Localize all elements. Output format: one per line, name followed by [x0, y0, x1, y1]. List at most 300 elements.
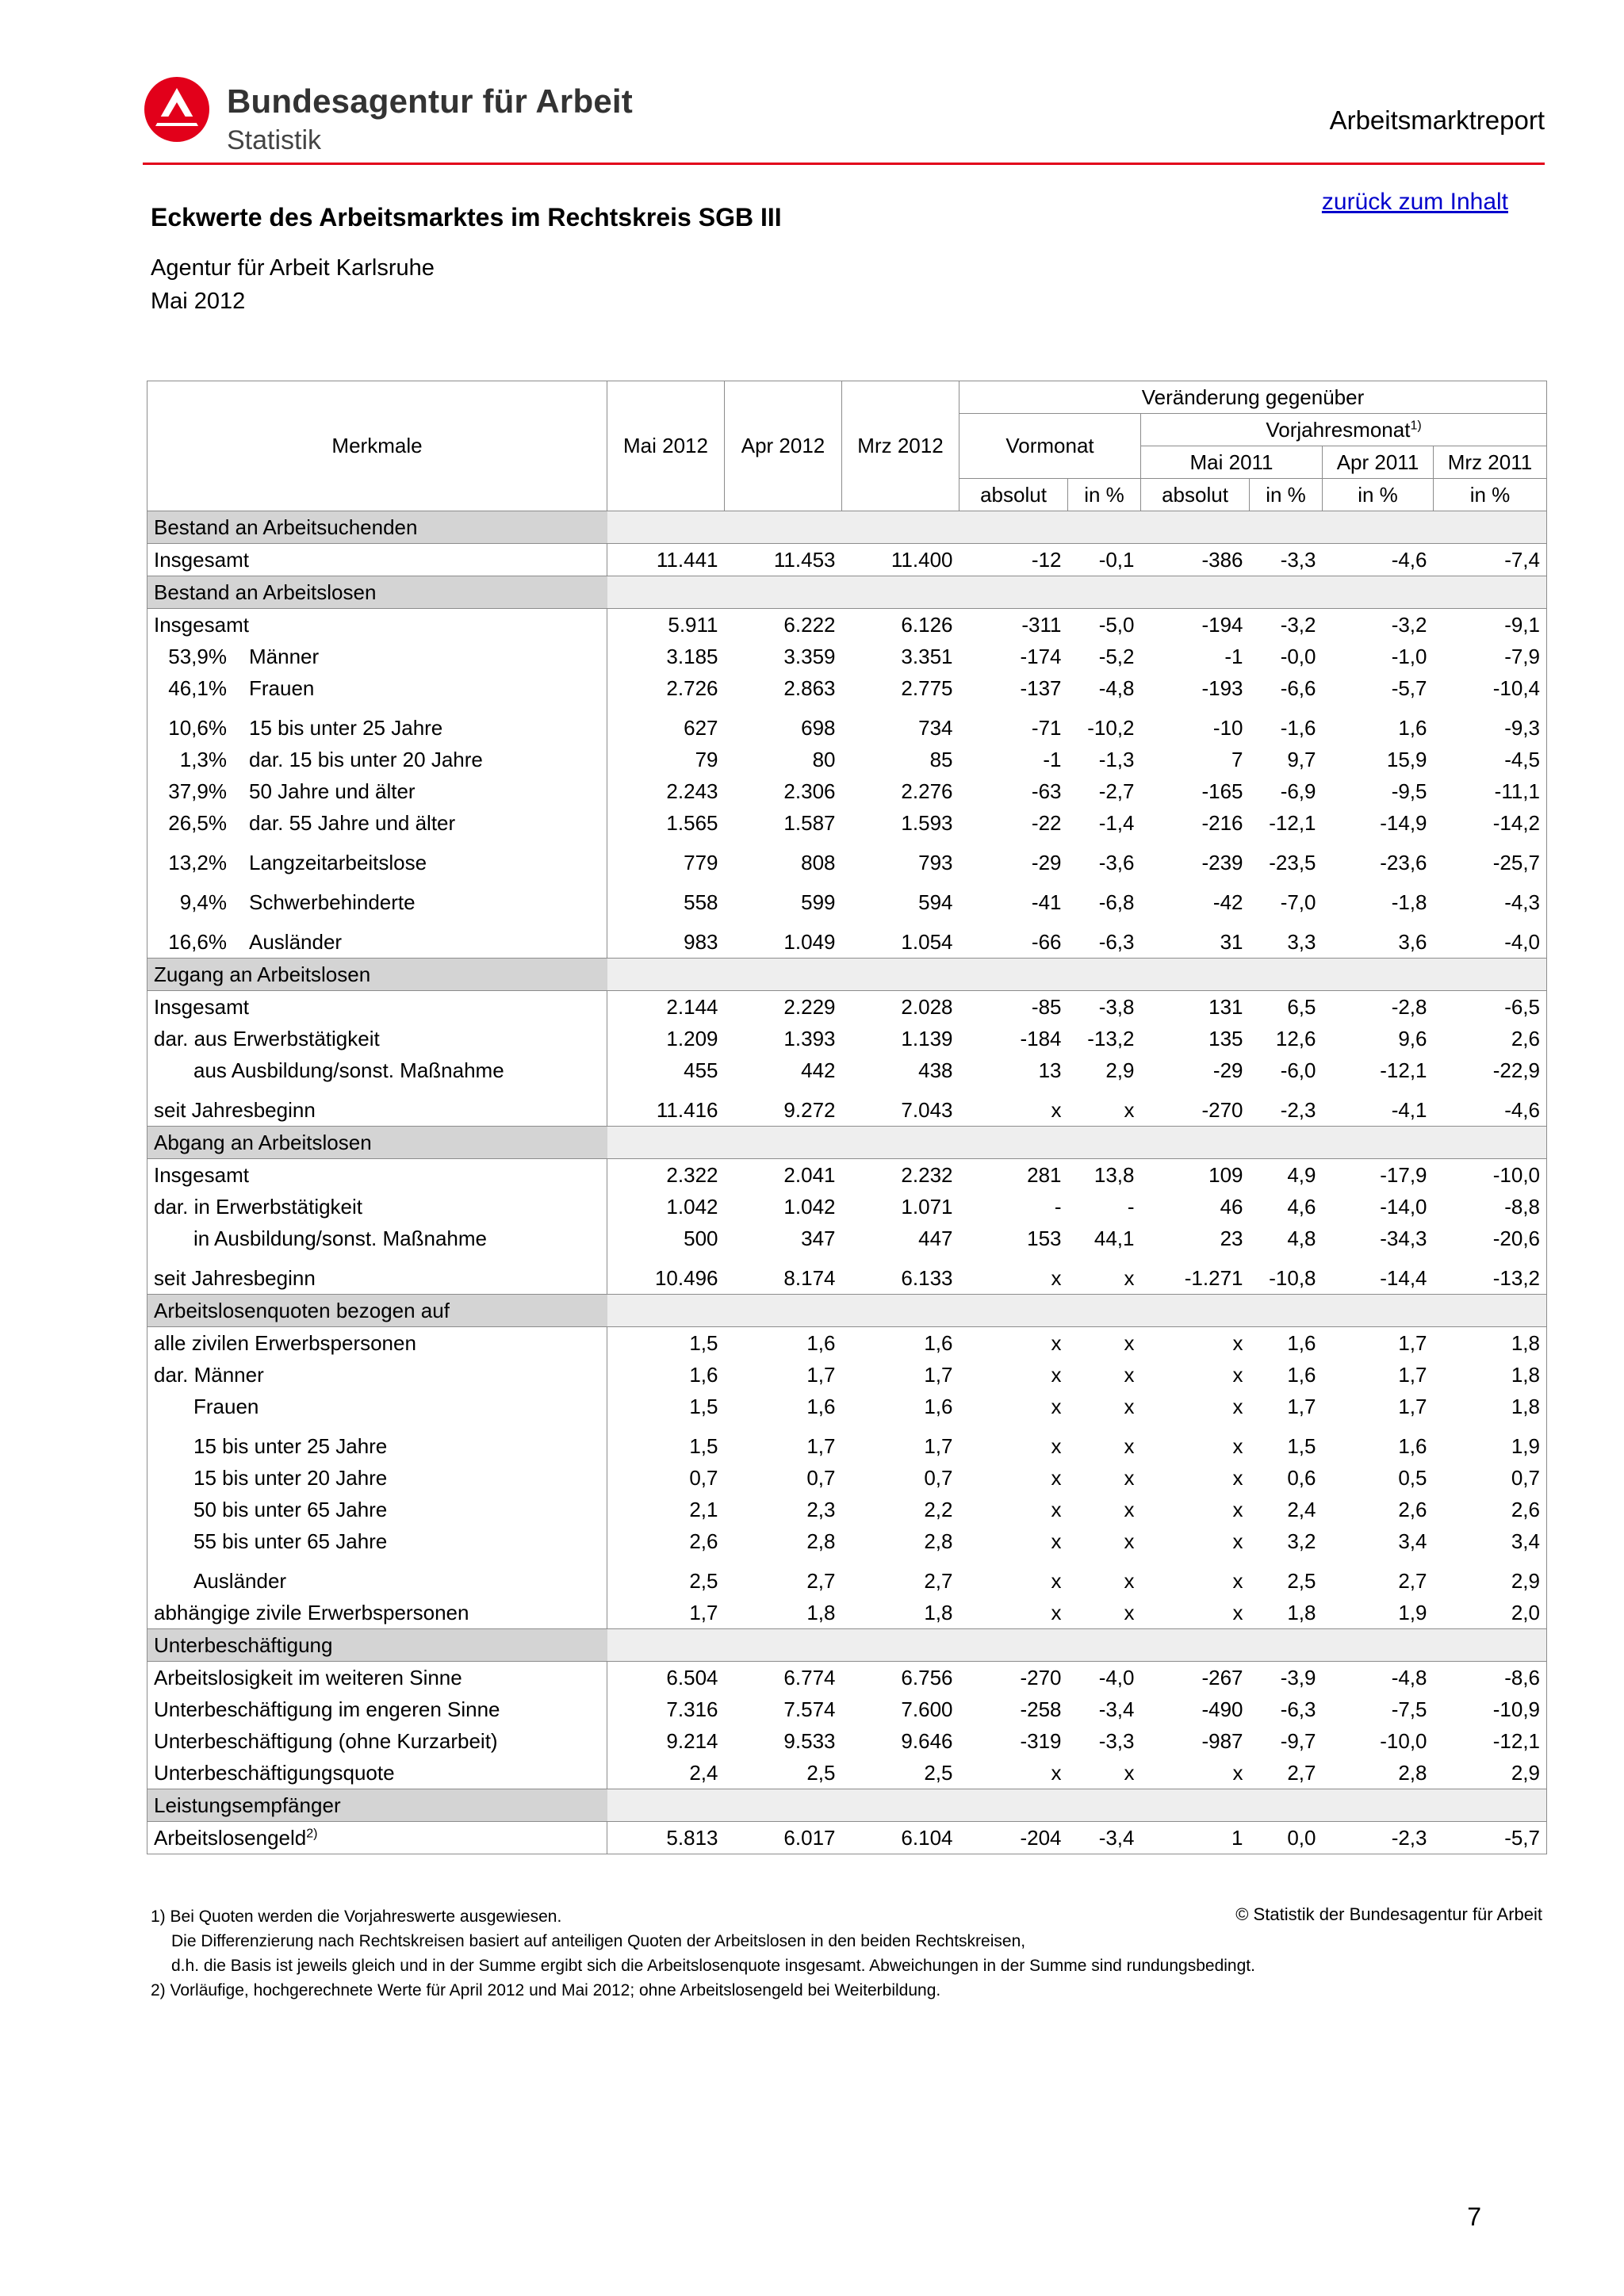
- value-cell: 11.416: [607, 1086, 725, 1127]
- section-filler: [607, 576, 1547, 609]
- value-cell: 6.222: [783, 612, 836, 637]
- value-cell: 13: [1038, 1058, 1062, 1082]
- section-header: [147, 511, 1547, 544]
- row-label: [147, 1757, 607, 1789]
- value-cell: -2,7: [1098, 779, 1135, 803]
- value-cell: -1,6: [1280, 715, 1316, 740]
- value-cell: 1,6: [806, 1394, 836, 1418]
- value-cell: x: [1051, 1465, 1062, 1490]
- section-header: [147, 1789, 1547, 1822]
- table-row: [147, 1422, 1547, 1462]
- row-label: [147, 1525, 607, 1557]
- value-cell: -22,9: [1434, 1054, 1547, 1086]
- row-label-text: Unterbeschäftigungsquote: [154, 1760, 395, 1785]
- value-cell: 0,7: [1434, 1462, 1547, 1494]
- value-cell: 455: [607, 1054, 725, 1086]
- row-label-text: Unterbeschäftigung im engeren Sinne: [154, 1697, 500, 1721]
- row-label: [147, 878, 607, 918]
- header-divider: [143, 163, 1545, 165]
- value-cell: 2.276: [901, 779, 953, 803]
- value-cell: -10,0: [1434, 1159, 1547, 1192]
- value-cell: 2,4: [1287, 1497, 1316, 1521]
- row-label: [147, 609, 607, 641]
- value-cell: -4,8: [1098, 675, 1135, 700]
- value-cell: -3,6: [1098, 850, 1135, 874]
- row-label-text: Ausländer: [249, 929, 343, 954]
- col-apr-2011: Apr 2011: [1323, 446, 1434, 479]
- row-label: [147, 1693, 607, 1725]
- value-cell: 5.813: [607, 1822, 725, 1854]
- value-cell: -4,5: [1434, 744, 1547, 775]
- value-cell: x: [1051, 1433, 1062, 1458]
- section-title: Arbeitslosenquoten bezogen auf: [147, 1295, 607, 1327]
- value-cell: 13,8: [1094, 1162, 1135, 1187]
- value-cell: -2,3: [1280, 1097, 1316, 1122]
- table-row: [147, 1597, 1547, 1629]
- col-apr2011-pct: in %: [1323, 479, 1434, 511]
- value-cell: x: [1124, 1330, 1135, 1355]
- value-cell: 9.646: [901, 1728, 953, 1753]
- value-cell: -270: [1201, 1097, 1243, 1122]
- value-cell: -13,2: [1087, 1026, 1135, 1050]
- value-cell: 2.028: [901, 994, 953, 1019]
- value-cell: -174: [1020, 644, 1062, 668]
- col-vj-pct: in %: [1250, 479, 1323, 511]
- row-share-pct: 13,2%: [168, 850, 227, 874]
- row-label-text: Insgesamt: [154, 1162, 249, 1187]
- value-cell: -5,0: [1098, 612, 1135, 637]
- value-cell: 6.756: [901, 1665, 953, 1689]
- footnote-2: 2) Vorläufige, hochgerechnete Werte für April 2012 und Mai 2012; ohne Arbeitslosengeld bei Weiterbildung.: [151, 1981, 941, 1999]
- value-cell: 135: [1208, 1026, 1243, 1050]
- value-cell: 7.043: [901, 1097, 953, 1122]
- section-header: [147, 959, 1547, 991]
- table-row: [147, 775, 1547, 807]
- value-cell: 4,8: [1287, 1226, 1316, 1250]
- value-cell: 1.565: [607, 807, 725, 839]
- value-cell: -3,3: [1098, 1728, 1135, 1753]
- row-label: [147, 918, 607, 959]
- row-share-pct: 10,6%: [168, 715, 227, 740]
- section-filler: [607, 1127, 1547, 1159]
- row-label-text: Insgesamt: [154, 612, 249, 637]
- value-cell: x: [1232, 1497, 1243, 1521]
- value-cell: -14,2: [1434, 807, 1547, 839]
- row-label-text: 50 bis unter 65 Jahre: [193, 1497, 388, 1521]
- value-cell: 599: [801, 890, 836, 914]
- value-cell: 2,7: [924, 1568, 953, 1593]
- value-cell: 3,3: [1287, 929, 1316, 954]
- value-cell: x: [1232, 1394, 1243, 1418]
- value-cell: -137: [1020, 675, 1062, 700]
- value-cell: 2,7: [1398, 1568, 1427, 1593]
- report-title: Arbeitsmarktreport: [1329, 105, 1545, 135]
- value-cell: 0,7: [806, 1465, 836, 1490]
- value-cell: 46: [1220, 1194, 1243, 1219]
- value-cell: x: [1232, 1568, 1243, 1593]
- section-header: [147, 1127, 1547, 1159]
- value-cell: x: [1232, 1330, 1243, 1355]
- page-header: [0, 0, 1624, 170]
- value-cell: -10,8: [1269, 1265, 1316, 1290]
- row-label-text: Arbeitslosigkeit im weiteren Sinne: [154, 1665, 462, 1689]
- row-label: [147, 1391, 607, 1422]
- row-label: [147, 1359, 607, 1391]
- value-cell: -10,2: [1087, 715, 1135, 740]
- value-cell: 3.359: [783, 644, 836, 668]
- value-cell: 2,9: [1434, 1757, 1547, 1789]
- row-label: [147, 1054, 607, 1086]
- row-label-text: Schwerbehinderte: [249, 890, 416, 914]
- table-row: [147, 1159, 1547, 1192]
- value-cell: 2,9: [1434, 1557, 1547, 1597]
- row-share-pct: 1,3%: [179, 747, 227, 771]
- value-cell: 1.593: [901, 810, 953, 835]
- row-share-pct: 16,6%: [168, 929, 227, 954]
- value-cell: 2.306: [783, 779, 836, 803]
- table-row: [147, 1757, 1547, 1789]
- row-label: [147, 704, 607, 744]
- row-label: [147, 1662, 607, 1694]
- value-cell: -14,4: [1380, 1265, 1427, 1290]
- row-label-text: Insgesamt: [154, 547, 249, 572]
- value-cell: 2,6: [607, 1525, 725, 1557]
- value-cell: -14,9: [1380, 810, 1427, 835]
- value-cell: 500: [607, 1223, 725, 1254]
- value-cell: 6.774: [783, 1665, 836, 1689]
- section-filler: [607, 1789, 1547, 1822]
- value-cell: 1,5: [607, 1422, 725, 1462]
- value-cell: x: [1232, 1465, 1243, 1490]
- value-cell: 3,4: [1434, 1525, 1547, 1557]
- row-label-text: in Ausbildung/sonst. Maßnahme: [193, 1226, 487, 1250]
- value-cell: x: [1124, 1433, 1135, 1458]
- value-cell: 7: [1231, 747, 1243, 771]
- value-cell: 1,7: [607, 1597, 725, 1629]
- value-cell: -0,0: [1280, 644, 1316, 668]
- row-label-text: 55 bis unter 65 Jahre: [193, 1529, 388, 1553]
- value-cell: 2,5: [806, 1760, 836, 1785]
- value-cell: 2,1: [607, 1494, 725, 1525]
- value-cell: 2.041: [783, 1162, 836, 1187]
- value-cell: -987: [1201, 1728, 1243, 1753]
- table-row: [147, 1725, 1547, 1757]
- value-cell: x: [1232, 1362, 1243, 1387]
- value-cell: 2,8: [806, 1529, 836, 1553]
- value-cell: 4,6: [1287, 1194, 1316, 1219]
- row-label: [147, 1422, 607, 1462]
- value-cell: -10,9: [1434, 1693, 1547, 1725]
- row-label: [147, 839, 607, 878]
- col-group-vorjahresmonat: Vorjahresmonat$^{1)}$: [1141, 414, 1547, 446]
- value-cell: -6,8: [1098, 890, 1135, 914]
- value-cell: x: [1124, 1529, 1135, 1553]
- value-cell: 1,9: [1398, 1600, 1427, 1624]
- copyright-notice: © Statistik der Bundesagentur für Arbeit: [1235, 1904, 1542, 1924]
- value-cell: 9.533: [783, 1728, 836, 1753]
- value-cell: 1,7: [1398, 1330, 1427, 1355]
- value-cell: -204: [959, 1822, 1068, 1854]
- back-to-contents-link[interactable]: zurück zum Inhalt: [1321, 189, 1508, 215]
- value-cell: 1.071: [901, 1194, 953, 1219]
- value-cell: 2.243: [607, 775, 725, 807]
- value-cell: 1.209: [607, 1023, 725, 1054]
- value-cell: -258: [1020, 1697, 1062, 1721]
- value-cell: 1,7: [1398, 1394, 1427, 1418]
- col-mrz2011-pct: in %: [1434, 479, 1547, 511]
- value-cell: -34,3: [1380, 1226, 1427, 1250]
- value-cell: -23,6: [1380, 850, 1427, 874]
- value-cell: 1,5: [607, 1327, 725, 1360]
- table-row: [147, 878, 1547, 918]
- row-label-text: Ausländer: [193, 1568, 287, 1593]
- value-cell: -4,8: [1391, 1665, 1427, 1689]
- row-label-text: 15 bis unter 25 Jahre: [249, 715, 443, 740]
- row-label: [147, 1191, 607, 1223]
- value-cell: 7.316: [607, 1693, 725, 1725]
- section-title: Bestand an Arbeitslosen: [147, 576, 607, 609]
- value-cell: 1.042: [607, 1191, 725, 1223]
- value-cell: -6,0: [1280, 1058, 1316, 1082]
- row-label-text: dar. aus Erwerbstätigkeit: [154, 1026, 380, 1050]
- row-label: [147, 991, 607, 1024]
- row-label-text: Männer: [249, 644, 320, 668]
- value-cell: 438: [918, 1058, 953, 1082]
- value-cell: 85: [929, 747, 953, 771]
- value-cell: 983: [607, 918, 725, 959]
- row-label-text: Frauen: [249, 675, 315, 700]
- value-cell: -23,5: [1269, 850, 1316, 874]
- value-cell: 1,9: [1434, 1422, 1547, 1462]
- value-cell: 3,6: [1398, 929, 1427, 954]
- value-cell: -4,0: [1434, 918, 1547, 959]
- value-cell: 281: [1027, 1162, 1062, 1187]
- value-cell: 1,7: [1287, 1394, 1316, 1418]
- value-cell: 808: [801, 850, 836, 874]
- section-title: Abgang an Arbeitslosen: [147, 1127, 607, 1159]
- value-cell: 6.104: [842, 1822, 959, 1854]
- value-cell: x: [1124, 1497, 1135, 1521]
- row-label-text: seit Jahresbeginn: [154, 1265, 316, 1290]
- value-cell: 3.185: [607, 641, 725, 672]
- value-cell: -1,0: [1391, 644, 1427, 668]
- value-cell: 347: [801, 1226, 836, 1250]
- value-cell: x: [1124, 1097, 1135, 1122]
- value-cell: -42: [1212, 890, 1243, 914]
- row-label-text: dar. 15 bis unter 20 Jahre: [249, 747, 483, 771]
- table-row: [147, 744, 1547, 775]
- value-cell: 0,6: [1287, 1465, 1316, 1490]
- value-cell: -1,3: [1098, 747, 1135, 771]
- value-cell: 11.400: [891, 547, 953, 572]
- value-cell: x: [1051, 1497, 1062, 1521]
- value-cell: -12,1: [1434, 1725, 1547, 1757]
- value-cell: 3,4: [1398, 1529, 1427, 1553]
- col-mai-2011: Mai 2011: [1141, 446, 1323, 479]
- value-cell: 2.863: [783, 675, 836, 700]
- value-cell: -165: [1201, 779, 1243, 803]
- section-filler: [607, 511, 1547, 544]
- value-cell: 1,6: [1398, 715, 1427, 740]
- value-cell: 447: [918, 1226, 953, 1250]
- table-row: [147, 839, 1547, 878]
- value-cell: 1,8: [806, 1600, 836, 1624]
- row-label-text: Insgesamt: [154, 994, 249, 1019]
- value-cell: 2,9: [1105, 1058, 1135, 1082]
- value-cell: 153: [1027, 1226, 1062, 1250]
- value-cell: -7,0: [1280, 890, 1316, 914]
- value-cell: 109: [1208, 1162, 1243, 1187]
- table-row: [147, 807, 1547, 839]
- value-cell: -: [1127, 1194, 1135, 1219]
- value-cell: 6.504: [607, 1662, 725, 1694]
- row-share-pct: 46,1%: [168, 675, 227, 700]
- table-row: [147, 1391, 1547, 1422]
- value-cell: 12,6: [1275, 1026, 1316, 1050]
- row-footnote-ref: 2): [306, 1826, 318, 1840]
- table-row: [147, 1494, 1547, 1525]
- value-cell: 7.600: [901, 1697, 953, 1721]
- value-cell: 1,8: [1434, 1391, 1547, 1422]
- value-cell: 11.453: [773, 547, 836, 572]
- col-merkmale: Merkmale: [147, 381, 607, 511]
- footnote-1-detail-b: d.h. die Basis ist jeweils gleich und in der Summe ergibt sich die Arbeitslosenquote insgesamt. Abweichungen in der Summe sind rundungsbedingt.: [171, 1957, 1255, 1975]
- row-share-pct: 9,4%: [179, 890, 227, 914]
- row-label-text: alle zivilen Erwerbspersonen: [154, 1330, 416, 1355]
- value-cell: -386: [1201, 547, 1243, 572]
- value-cell: 0,0: [1250, 1822, 1323, 1854]
- section-filler: [607, 1295, 1547, 1327]
- table-row: [147, 704, 1547, 744]
- value-cell: 9.272: [783, 1097, 836, 1122]
- value-cell: 2.232: [901, 1162, 953, 1187]
- col-mrz-2011: Mrz 2011: [1434, 446, 1547, 479]
- table-row: [147, 1693, 1547, 1725]
- section-title: Zugang an Arbeitslosen: [147, 959, 607, 991]
- value-cell: 2.144: [607, 991, 725, 1024]
- value-cell: -2,8: [1391, 994, 1427, 1019]
- value-cell: 0,5: [1398, 1465, 1427, 1490]
- value-cell: -6,5: [1434, 991, 1547, 1024]
- value-cell: -184: [1020, 1026, 1062, 1050]
- row-label: [147, 1023, 607, 1054]
- value-cell: -216: [1201, 810, 1243, 835]
- value-cell: -12: [1031, 547, 1062, 572]
- value-cell: x: [1051, 1529, 1062, 1553]
- report-period: Mai 2012: [151, 289, 246, 314]
- row-label: [147, 1327, 607, 1360]
- value-cell: 1,6: [1287, 1362, 1316, 1387]
- value-cell: -3,8: [1098, 994, 1135, 1019]
- value-cell: -12,1: [1380, 1058, 1427, 1082]
- page-number: 7: [1467, 2202, 1481, 2231]
- table-row: [147, 1086, 1547, 1127]
- value-cell: 9,6: [1398, 1026, 1427, 1050]
- value-cell: -6,3: [1280, 1697, 1316, 1721]
- value-cell: -: [1054, 1194, 1062, 1219]
- brand-name: Bundesagentur für Arbeit: [227, 82, 633, 120]
- value-cell: -6,3: [1098, 929, 1135, 954]
- value-cell: 1,7: [806, 1433, 836, 1458]
- value-cell: -4,6: [1434, 1086, 1547, 1127]
- table-row: [147, 1662, 1547, 1694]
- col-vm-pct: in %: [1068, 479, 1141, 511]
- value-cell: -1: [1043, 747, 1062, 771]
- value-cell: 9.214: [607, 1725, 725, 1757]
- value-cell: 7.574: [783, 1697, 836, 1721]
- value-cell: -5,2: [1098, 644, 1135, 668]
- value-cell: -3,3: [1280, 547, 1316, 572]
- value-cell: 9,7: [1287, 747, 1316, 771]
- value-cell: 1,6: [1287, 1330, 1316, 1355]
- section-title: Leistungsempfänger: [147, 1789, 607, 1822]
- value-cell: -193: [1201, 675, 1243, 700]
- row-label-text: aus Ausbildung/sonst. Maßnahme: [193, 1058, 504, 1082]
- row-share-pct: 26,5%: [168, 810, 227, 835]
- value-cell: -7,4: [1434, 544, 1547, 576]
- value-cell: 6,5: [1287, 994, 1316, 1019]
- value-cell: -22: [1031, 810, 1062, 835]
- value-cell: 3,2: [1287, 1529, 1316, 1553]
- value-cell: 11.441: [607, 544, 725, 576]
- value-cell: -17,9: [1380, 1162, 1427, 1187]
- footnote-1: 1) Bei Quoten werden die Vorjahreswerte ausgewiesen.: [151, 1908, 562, 1926]
- value-cell: 1.049: [783, 929, 836, 954]
- row-label-text: Langzeitarbeitslose: [249, 850, 427, 874]
- value-cell: 5.911: [607, 609, 725, 641]
- value-cell: -490: [1201, 1697, 1243, 1721]
- row-label-text: 15 bis unter 20 Jahre: [193, 1465, 388, 1490]
- row-label: [147, 807, 607, 839]
- col-vj-absolut: absolut: [1141, 479, 1250, 511]
- row-label: [147, 544, 607, 576]
- value-cell: -71: [1031, 715, 1062, 740]
- value-cell: 44,1: [1094, 1226, 1135, 1250]
- value-cell: -9,1: [1434, 609, 1547, 641]
- table-row: [147, 1254, 1547, 1295]
- value-cell: -5,7: [1391, 675, 1427, 700]
- row-label: [147, 744, 607, 775]
- value-cell: 1: [1141, 1822, 1250, 1854]
- value-cell: x: [1051, 1097, 1062, 1122]
- col-vm-absolut: absolut: [959, 479, 1068, 511]
- value-cell: 2,4: [607, 1757, 725, 1789]
- value-cell: -319: [1020, 1728, 1062, 1753]
- value-cell: 1,7: [924, 1433, 953, 1458]
- value-cell: x: [1051, 1600, 1062, 1624]
- value-cell: 2,0: [1434, 1597, 1547, 1629]
- value-cell: 1.393: [783, 1026, 836, 1050]
- value-cell: 79: [607, 744, 725, 775]
- section-filler: [607, 959, 1547, 991]
- section-header: [147, 1629, 1547, 1662]
- table-row: [147, 1822, 1547, 1854]
- value-cell: 627: [607, 704, 725, 744]
- value-cell: 1,7: [924, 1362, 953, 1387]
- row-label: [147, 672, 607, 704]
- value-cell: 793: [918, 850, 953, 874]
- value-cell: -4,6: [1391, 547, 1427, 572]
- value-cell: 2.775: [901, 675, 953, 700]
- value-cell: 2.229: [783, 994, 836, 1019]
- value-cell: -1,8: [1391, 890, 1427, 914]
- col-group-vormonat: Vormonat: [959, 414, 1141, 479]
- value-cell: 23: [1220, 1226, 1243, 1250]
- section-title: Bestand an Arbeitsuchenden: [147, 511, 607, 544]
- value-cell: -7,5: [1391, 1697, 1427, 1721]
- col-group-veraenderung: Veränderung gegenüber: [959, 381, 1547, 414]
- value-cell: 8.174: [783, 1265, 836, 1290]
